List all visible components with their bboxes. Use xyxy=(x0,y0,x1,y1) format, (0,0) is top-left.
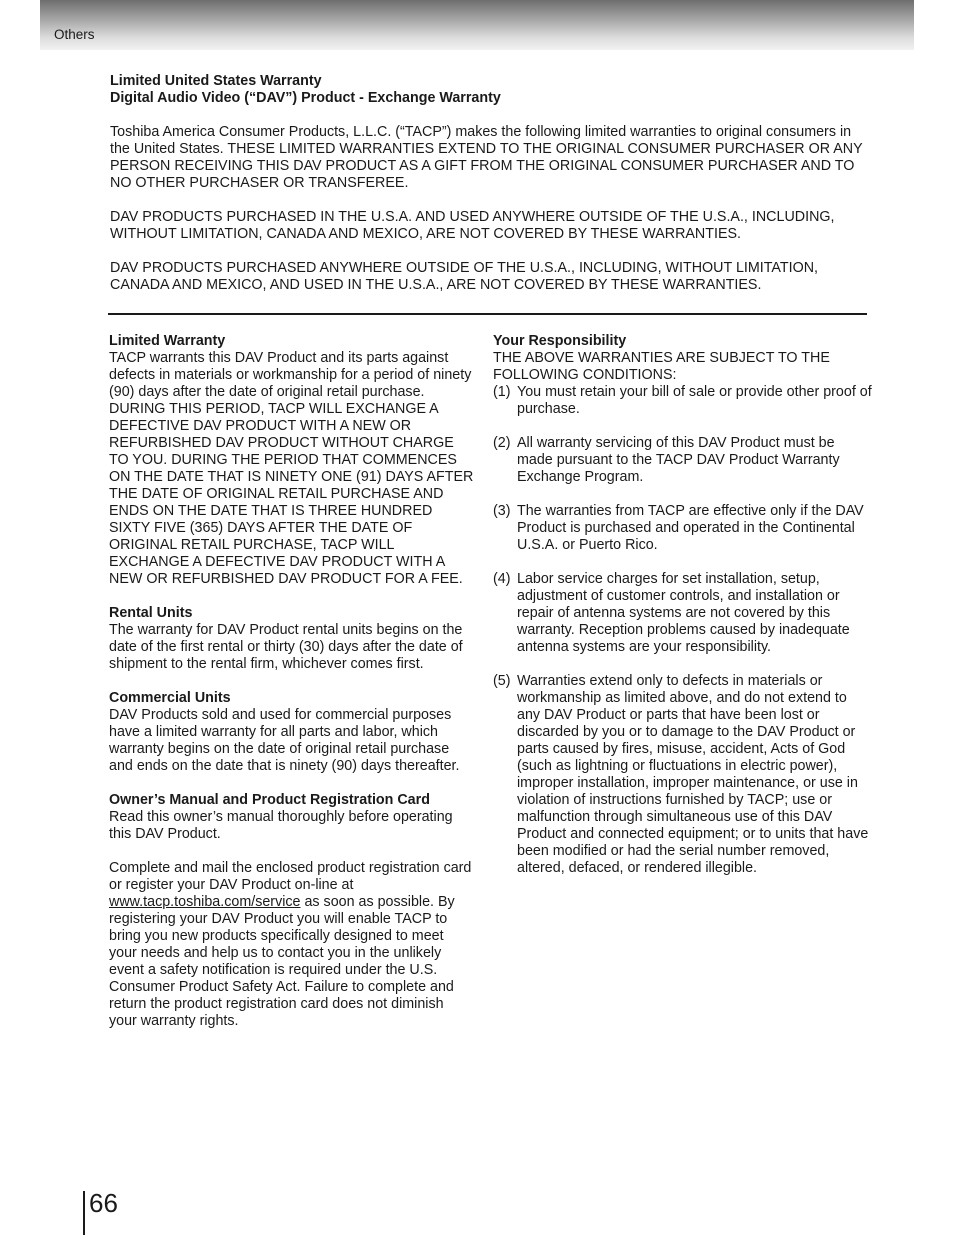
warranty-title-line1: Limited United States Warranty xyxy=(110,73,322,89)
condition-item xyxy=(493,673,873,877)
owners-manual-heading: Owner’s Manual and Product Registration Card xyxy=(109,792,430,808)
rental-units-section xyxy=(109,605,474,673)
registration-text-after: as soon as possible. By registering your DAV Product you will enable TACP to bring you new products specifically designed to meet your needs and help us to contact you in the unlikely event a safety notification is required under the U.S. Consumer Product Safety Act. Failure to complete and return the product registration card does not diminish your warranty rights. xyxy=(109,894,455,1029)
limited-warranty-section xyxy=(109,333,474,588)
section-label: Others xyxy=(54,27,95,42)
condition-text: Warranties extend only to defects in materials or workmanship as limited above, and do not extend to any DAV Product or parts that have been lost or discarded by you or to damage to the DAV Product or parts caused by fires, misuse, accident, Acts of God (such as lightning or fluctuations in electric power), improper installation, improper maintenance, or use in violation of instructions furnished by TACP; use or malfunction through simultaneous use of this DAV Product and connected equipment; or to units that have been modified or had the serial number removed, altered, defaced, or rendered illegible. xyxy=(517,673,869,876)
page-number: 66 xyxy=(89,1188,118,1218)
condition-number: (5) xyxy=(493,673,511,689)
commercial-units-section xyxy=(109,690,474,775)
page-number-rule xyxy=(83,1191,85,1235)
registration-paragraph xyxy=(109,860,474,1030)
condition-text: All warranty servicing of this DAV Product must be made pursuant to the TACP DAV Product Warranty Exchange Program. xyxy=(517,435,840,485)
rental-units-heading: Rental Units xyxy=(109,605,193,621)
condition-number: (4) xyxy=(493,571,511,587)
warranty-title-line2: Digital Audio Video (“DAV”) Product - Exchange Warranty xyxy=(110,90,501,106)
service-link[interactable]: www.tacp.toshiba.com/service xyxy=(109,894,301,910)
condition-item xyxy=(493,435,873,486)
owners-manual-section xyxy=(109,792,474,843)
intro-paragraph-1: Toshiba America Consumer Products, L.L.C. (“TACP”) makes the following limited warranties to original consumers in the United States. THESE LIMITED WARRANTIES EXTEND TO THE ORIGINAL CONSUMER PURCHASER OR ANY PERSON RECEIVING THIS DAV PRODUCT AS A GIFT FROM THE ORIGINAL CONSUMER PURCHASER AND TO NO OTHER PURCHASER OR TRANSFEREE. xyxy=(110,124,863,191)
limited-warranty-body: TACP warrants this DAV Product and its parts against defects in materials or workmanship for a period of ninety (90) days after the date of original retail purchase. DURING THIS PERIOD, TACP WILL EXCHANGE A DEFECTIVE DAV PRODUCT WITH A NEW OR REFURBISHED DAV PRODUCT WITHOUT CHARGE TO YOU. DURING THE PERIOD THAT COMMENCES ON THE DATE THAT IS NINETY ONE (91) DAYS AFTER THE DATE OF ORIGINAL RETAIL PURCHASE AND ENDS ON THE DATE THAT IS THREE HUNDRED SIXTY FIVE (365) DAYS AFTER THE DATE OF ORIGINAL RETAIL PURCHASE, TACP WILL EXCHANGE A DEFECTIVE DAV PRODUCT WITH A NEW OR REFURBISHED DAV PRODUCT FOR A FEE. xyxy=(109,350,474,587)
condition-number: (2) xyxy=(493,435,511,451)
responsibility-intro: THE ABOVE WARRANTIES ARE SUBJECT TO THE FOLLOWING CONDITIONS: xyxy=(493,350,830,383)
limited-warranty-heading: Limited Warranty xyxy=(109,333,226,349)
condition-item xyxy=(493,384,873,418)
intro-paragraph-2: DAV PRODUCTS PURCHASED IN THE U.S.A. AND USED ANYWHERE OUTSIDE OF THE U.S.A., INCLUDING, WITHOUT LIMITATION, CANADA AND MEXICO, ARE NOT COVERED BY THESE WARRANTIES. xyxy=(110,209,835,242)
commercial-units-body: DAV Products sold and used for commercial purposes have a limited warranty for all parts and labor, which warranty begins on the date of original retail purchase and ends on the date that is ninety (90) days thereafter. xyxy=(109,707,460,774)
right-column xyxy=(493,333,873,894)
condition-text: The warranties from TACP are effective only if the DAV Product is purchased and operated in the Continental U.S.A. or Puerto Rico. xyxy=(517,503,864,553)
warranty-intro xyxy=(110,73,870,294)
owners-manual-body: Read this owner’s manual thoroughly before operating this DAV Product. xyxy=(109,809,453,842)
section-divider xyxy=(108,313,867,315)
condition-number: (3) xyxy=(493,503,511,519)
condition-item xyxy=(493,503,873,554)
registration-text-before: Complete and mail the enclosed product registration card or register your DAV Product on-line at xyxy=(109,860,472,893)
condition-item xyxy=(493,571,873,656)
condition-number: (1) xyxy=(493,384,511,400)
responsibility-heading: Your Responsibility xyxy=(493,333,627,349)
condition-text: You must retain your bill of sale or provide other proof of purchase. xyxy=(517,384,872,417)
condition-text: Labor service charges for set installation, setup, adjustment of customer controls, and installation or repair of antenna systems are not covered by this warranty. Reception problems caused by inadequate antenna systems are your responsibility. xyxy=(517,571,850,655)
intro-paragraph-3: DAV PRODUCTS PURCHASED ANYWHERE OUTSIDE OF THE U.S.A., INCLUDING, WITHOUT LIMITATION, CANADA AND MEXICO, AND USED IN THE U.S.A., ARE NOT COVERED BY THESE WARRANTIES. xyxy=(110,260,819,293)
left-column xyxy=(109,333,474,1030)
rental-units-body: The warranty for DAV Product rental units begins on the date of the first rental or thirty (30) days after the date of shipment to the rental firm, whichever comes first. xyxy=(109,622,463,672)
commercial-units-heading: Commercial Units xyxy=(109,690,231,706)
header-bar xyxy=(40,0,914,50)
